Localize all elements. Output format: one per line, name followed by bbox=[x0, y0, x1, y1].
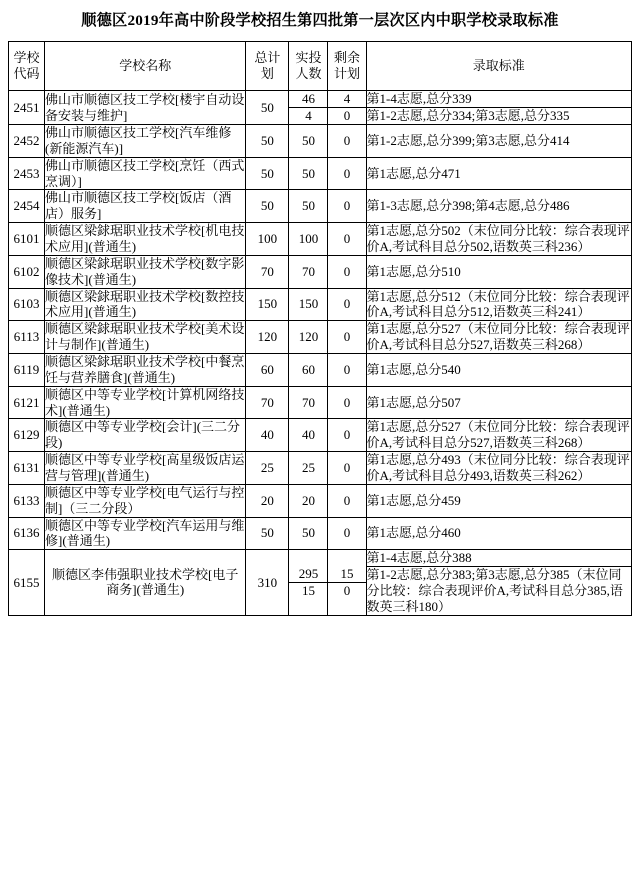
cell-admission-criteria: 第1-4志愿,总分339 bbox=[367, 91, 631, 107]
column-header-actual-enrolled-line1: 实投 bbox=[295, 50, 322, 66]
column-header-school-code bbox=[9, 42, 45, 91]
cell-school-code: 6136 bbox=[9, 517, 45, 550]
cell-total-plan: 50 bbox=[246, 190, 289, 223]
cell-remaining-plan: 0 bbox=[328, 190, 366, 223]
table-subrow bbox=[328, 108, 365, 124]
cell-admission-criteria: 第1-2志愿,总分383;第3志愿,总分385（末位同分比较：综合表现评价A,考试科目总分385,语数英三科180） bbox=[366, 567, 623, 614]
cell-total-plan: 25 bbox=[246, 452, 289, 485]
table-row bbox=[9, 288, 632, 321]
cell-school-code: 6155 bbox=[9, 550, 45, 615]
cell-total-plan: 70 bbox=[246, 386, 289, 419]
cell-school-code: 2451 bbox=[9, 91, 45, 125]
table-row bbox=[9, 484, 632, 517]
cell-actual-enrolled: 70 bbox=[289, 255, 328, 288]
cell-school-code: 6103 bbox=[9, 288, 45, 321]
cell-total-plan: 150 bbox=[246, 288, 289, 321]
table-row bbox=[9, 321, 632, 354]
cell-admission-criteria-group bbox=[366, 550, 631, 615]
column-header-admission-criteria: 录取标准 bbox=[366, 42, 631, 91]
cell-school-code: 6129 bbox=[9, 419, 45, 452]
cell-admission-criteria: 第1-2志愿,总分334;第3志愿,总分335 bbox=[366, 108, 570, 124]
table-row bbox=[9, 255, 632, 288]
cell-actual-enrolled: 50 bbox=[289, 517, 328, 550]
cell-remaining-plan: 0 bbox=[328, 124, 366, 157]
cell-total-plan: 50 bbox=[246, 517, 289, 550]
cell-remaining-plan: 0 bbox=[328, 288, 366, 321]
table-row bbox=[9, 223, 632, 256]
cell-school-name: 顺德区中等专业学校[高星级饭店运营与管理](普通生) bbox=[45, 452, 245, 483]
cell-actual-enrolled: 295 bbox=[289, 566, 327, 582]
cell-school-code: 6121 bbox=[9, 386, 45, 419]
table-row bbox=[9, 550, 632, 615]
cell-school-code: 6131 bbox=[9, 452, 45, 485]
cell-admission-criteria: 第1志愿,总分493（末位同分比较：综合表现评价A,考试科目总分493,语数英三科262） bbox=[366, 452, 630, 483]
column-header-total-plan bbox=[246, 42, 289, 91]
cell-total-plan: 70 bbox=[246, 255, 289, 288]
cell-admission-criteria: 第1-2志愿,总分399;第3志愿,总分414 bbox=[366, 124, 631, 157]
table-subrow bbox=[328, 91, 365, 107]
cell-remaining-plan: 0 bbox=[328, 223, 366, 256]
column-header-actual-enrolled-line2: 人数 bbox=[295, 66, 322, 82]
cell-actual-enrolled: 120 bbox=[289, 321, 328, 354]
cell-actual-enrolled: 150 bbox=[289, 288, 328, 321]
cell-school-code: 2454 bbox=[9, 190, 45, 223]
column-header-total-plan-line1: 总计 bbox=[254, 50, 281, 66]
cell-actual-enrolled: 50 bbox=[289, 124, 328, 157]
cell-remaining-plan: 4 bbox=[328, 91, 365, 107]
cell-remaining-plan: 0 bbox=[328, 452, 366, 485]
table-subrow bbox=[289, 582, 327, 598]
column-header-school-code-line2: 代码 bbox=[13, 66, 40, 82]
table-row bbox=[9, 386, 632, 419]
cell-remaining-plan: 0 bbox=[328, 517, 366, 550]
cell-school-name: 顺德区中等专业学校[会计](三二分段) bbox=[45, 419, 246, 452]
cell-school-name: 佛山市顺德区技工学校[饭店（酒店）服务] bbox=[45, 190, 246, 223]
cell-remaining-plan: 0 bbox=[328, 321, 366, 354]
cell-remaining-plan: 15 bbox=[328, 566, 365, 582]
cell-total-plan: 310 bbox=[246, 550, 289, 615]
header-row bbox=[9, 42, 632, 91]
cell-school-code: 6119 bbox=[9, 353, 45, 386]
cell-remaining-plan-group bbox=[328, 91, 366, 125]
column-header-remaining-plan-line1: 剩余 bbox=[334, 50, 361, 66]
cell-school-code: 2453 bbox=[9, 157, 45, 190]
column-header-remaining-plan bbox=[328, 42, 366, 91]
cell-admission-criteria: 第1志愿,总分527（末位同分比较：综合表现评价A,考试科目总分527,语数英三科268） bbox=[366, 419, 630, 451]
cell-remaining-plan: 0 bbox=[328, 353, 366, 386]
table-row bbox=[9, 124, 632, 157]
cell-admission-criteria: 第1志愿,总分512（末位同分比较：综合表现评价A,考试科目总分512,语数英三科241） bbox=[366, 288, 630, 320]
cell-remaining-plan: 0 bbox=[328, 157, 366, 190]
cell-actual-enrolled: 70 bbox=[289, 386, 328, 419]
cell-remaining-plan: 0 bbox=[328, 484, 366, 517]
cell-admission-criteria: 第1志愿,总分502（末位同分比较：综合表现评价A,考试科目总分502,语数英三科236） bbox=[366, 223, 630, 254]
table-row bbox=[9, 91, 632, 125]
cell-actual-enrolled: 50 bbox=[289, 190, 328, 223]
table-header bbox=[9, 42, 632, 91]
admission-standards-table bbox=[8, 41, 632, 616]
table-row bbox=[9, 190, 632, 223]
table-row bbox=[9, 419, 632, 452]
cell-admission-criteria: 第1-3志愿,总分398;第4志愿,总分486 bbox=[366, 190, 631, 223]
cell-admission-criteria: 第1志愿,总分459 bbox=[366, 484, 631, 517]
cell-total-plan: 120 bbox=[246, 321, 289, 354]
cell-actual-enrolled: 60 bbox=[289, 353, 328, 386]
cell-actual-enrolled-group bbox=[289, 550, 328, 615]
column-header-school-code-line1: 学校 bbox=[13, 50, 40, 66]
table-subrow bbox=[367, 550, 631, 566]
table-body bbox=[9, 91, 632, 616]
cell-remaining-plan-group bbox=[328, 550, 366, 615]
cell-actual-enrolled: 40 bbox=[289, 419, 328, 452]
cell-admission-criteria: 第1志愿,总分527（末位同分比较：综合表现评价A,考试科目总分527,语数英三科268） bbox=[366, 321, 630, 353]
cell-total-plan: 100 bbox=[246, 223, 289, 256]
cell-actual-enrolled: 46 bbox=[289, 91, 327, 107]
cell-admission-criteria-group bbox=[366, 91, 631, 125]
cell-school-code: 6113 bbox=[9, 321, 45, 354]
column-header-remaining-plan-line2: 计划 bbox=[334, 66, 361, 82]
page-title: 顺德区2019年高中阶段学校招生第四批第一层次区内中职学校录取标准 bbox=[81, 12, 559, 29]
cell-total-plan: 50 bbox=[246, 124, 289, 157]
table-row bbox=[9, 452, 632, 485]
table-subrow bbox=[289, 91, 327, 107]
table-subrow bbox=[367, 91, 631, 107]
cell-remaining-plan: 0 bbox=[343, 582, 351, 598]
cell-remaining-plan: 0 bbox=[328, 255, 366, 288]
cell-school-name: 顺德区中等专业学校[计算机网络技术](普通生) bbox=[45, 386, 245, 418]
cell-remaining-plan: 0 bbox=[328, 386, 366, 419]
cell-admission-criteria: 第1志愿,总分507 bbox=[366, 386, 631, 419]
table-subrow bbox=[289, 108, 327, 124]
cell-total-plan: 60 bbox=[246, 353, 289, 386]
cell-total-plan: 20 bbox=[246, 484, 289, 517]
cell-school-name: 顺德区梁銶琚职业技术学校[中餐烹饪与营养膳食](普通生) bbox=[45, 353, 245, 385]
cell-remaining-plan: 0 bbox=[343, 108, 351, 124]
column-header-actual-enrolled bbox=[289, 42, 328, 91]
cell-school-name: 佛山市顺德区技工学校[烹饪（西式烹调）] bbox=[45, 157, 245, 189]
cell-school-code: 6101 bbox=[9, 223, 45, 256]
cell-admission-criteria: 第1志愿,总分460 bbox=[366, 517, 631, 550]
cell-total-plan: 50 bbox=[246, 157, 289, 190]
cell-admission-criteria: 第1-4志愿,总分388 bbox=[367, 550, 631, 566]
table-subrow bbox=[289, 566, 327, 582]
cell-school-name: 顺德区梁銶琚职业技术学校[机电技术应用](普通生) bbox=[45, 223, 245, 254]
cell-actual-enrolled: 50 bbox=[289, 157, 328, 190]
cell-actual-enrolled: 15 bbox=[301, 582, 315, 598]
cell-admission-criteria: 第1志愿,总分540 bbox=[366, 353, 631, 386]
cell-school-name: 顺德区中等专业学校[电气运行与控制]（三二分段） bbox=[45, 484, 245, 516]
cell-actual-enrolled: 4 bbox=[305, 108, 312, 124]
cell-actual-enrolled: 20 bbox=[289, 484, 328, 517]
cell-school-name: 顺德区梁銶琚职业技术学校[美术设计与制作](普通生) bbox=[45, 321, 245, 353]
cell-actual-enrolled-group bbox=[289, 91, 328, 125]
cell-school-name: 顺德区梁銶琚职业技术学校[数控技术应用](普通生) bbox=[45, 288, 245, 320]
table-row bbox=[9, 353, 632, 386]
cell-school-code: 6102 bbox=[9, 255, 45, 288]
column-header-school-name: 学校名称 bbox=[45, 42, 246, 91]
table-row bbox=[9, 517, 632, 550]
table-subrow bbox=[328, 582, 365, 598]
cell-admission-criteria: 第1志愿,总分510 bbox=[366, 255, 631, 288]
cell-total-plan: 40 bbox=[246, 419, 289, 452]
table-row bbox=[9, 157, 632, 190]
cell-remaining-plan: 0 bbox=[328, 419, 366, 452]
column-header-total-plan-line2: 划 bbox=[260, 66, 274, 82]
table-subrow bbox=[367, 567, 631, 615]
cell-total-plan: 50 bbox=[246, 91, 289, 125]
cell-school-name: 顺德区梁銶琚职业技术学校[数字影像技术](普通生) bbox=[45, 255, 245, 287]
cell-school-code: 6133 bbox=[9, 484, 45, 517]
table-subrow bbox=[328, 566, 365, 582]
cell-school-name: 佛山市顺德区技工学校[楼宇自动设备安装与维护] bbox=[45, 91, 245, 123]
cell-admission-criteria: 第1志愿,总分471 bbox=[366, 157, 631, 190]
cell-school-name: 顺德区中等专业学校[汽车运用与维修](普通生) bbox=[45, 517, 245, 549]
cell-school-name: 佛山市顺德区技工学校[汽车维修(新能源汽车)] bbox=[45, 124, 246, 157]
cell-actual-enrolled: 25 bbox=[289, 452, 328, 485]
table-subrow bbox=[367, 108, 631, 124]
cell-actual-enrolled: 100 bbox=[289, 223, 328, 256]
cell-school-code: 2452 bbox=[9, 124, 45, 157]
cell-school-name: 顺德区李伟强职业技术学校[电子商务](普通生) bbox=[45, 550, 246, 615]
